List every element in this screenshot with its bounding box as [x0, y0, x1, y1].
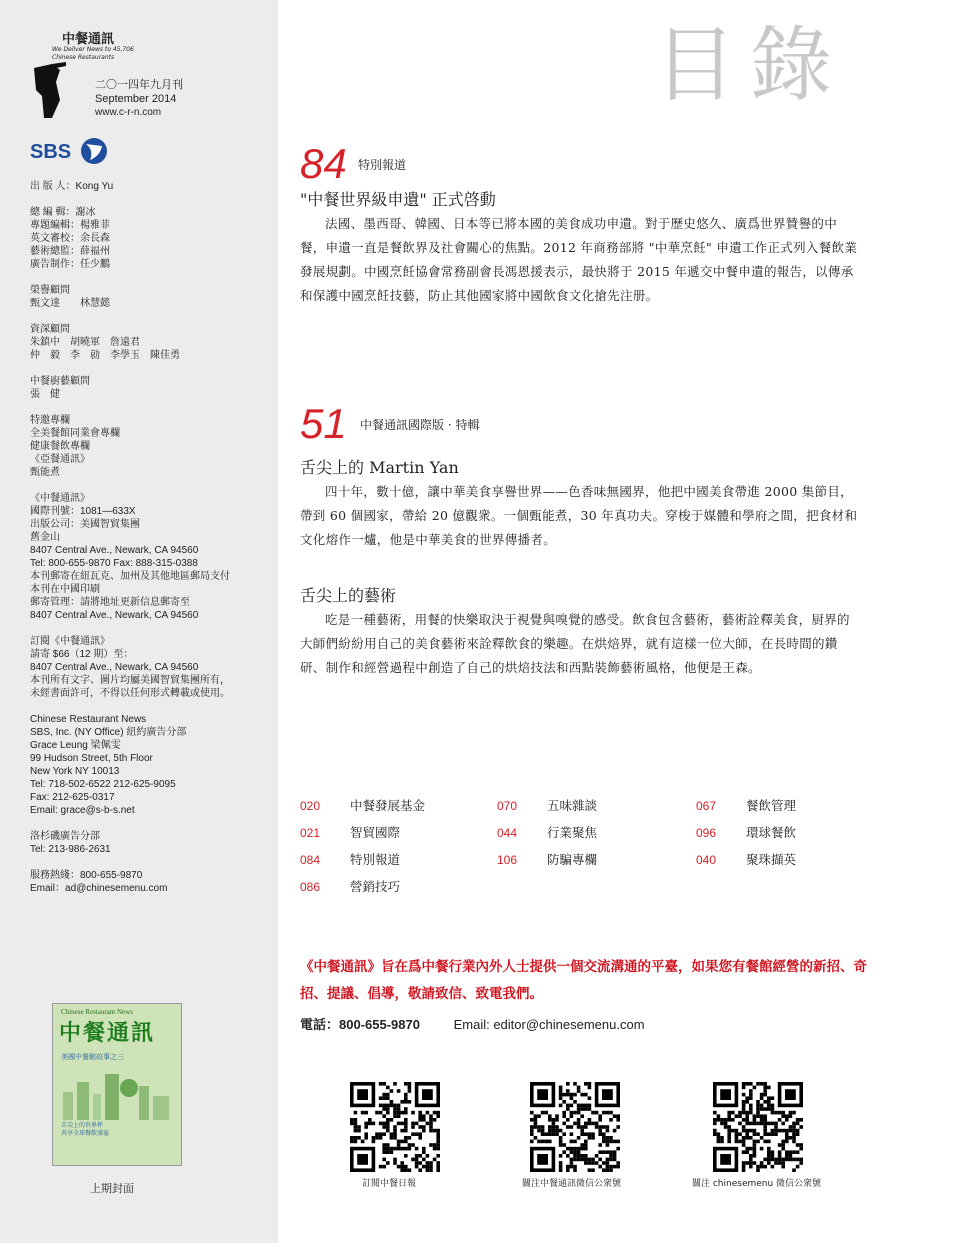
masthead-line: Grace Leung 梁佩雯 [30, 740, 121, 751]
article-title[interactable]: 舌尖上的藝術 [300, 586, 397, 605]
sbs-logo [30, 136, 116, 166]
masthead-block [30, 830, 270, 856]
masthead-line: Fax: 212-625-0317 [30, 792, 115, 803]
index-section-label: 中餐發展基金 [350, 798, 426, 813]
masthead-line: Tel: 213-986-2631 [30, 844, 111, 855]
masthead-line: 英文審校：余長森 [30, 233, 110, 244]
masthead-line: 請寄 $66（12 期）至： [30, 649, 134, 660]
index-section-label: 行業聚焦 [547, 825, 598, 840]
masthead-block [30, 635, 270, 700]
index-section-label: 智貿國際 [350, 825, 401, 840]
logo-tagline: We Deliver News to 45,706 [52, 46, 134, 53]
index-section-label: 特別報道 [350, 852, 401, 867]
masthead-line: 資深顧問 [30, 324, 70, 335]
masthead-block [30, 284, 270, 310]
masthead-line: 《亞餐通訊》 [30, 454, 90, 465]
masthead-line: Email: grace@s-b-s.net [30, 805, 135, 816]
cover-bottom-line-1: 舌尖上的世界杯 [61, 1122, 104, 1129]
masthead-line: 服務熱綫：800-655-9870 [30, 870, 143, 881]
index-section-label: 五味雜談 [547, 798, 598, 813]
masthead-line: 本刊郵寄在紐瓦克、加州及其他地區郵局支付 [30, 571, 230, 582]
article-summary: 法國、墨西哥、韓國、日本等已將本國的美食成功申遺。對于歷史悠久、廣爲世界贊譽的中餐，申遺一直是餐飲界及社會關心的焦點。2012 年商務部將 "中華烹飪" 申遺工作正式列入餐飲業發展規劃。中國烹飪協會常務副會長馮恩援表示，最快將于 2015 年遞交中餐申遺的報告，以傳承和保護中國烹飪技藝，防止其他國家將中國飲食文化搶先注册。 [300, 216, 858, 303]
feature-article-3[interactable] [300, 584, 860, 680]
cover-bottom-line-2: 共享全球餐飲盛宴 [61, 1130, 110, 1137]
index-item[interactable] [696, 850, 796, 868]
index-section-label: 環球餐飲 [746, 825, 797, 840]
page-title: 目錄 [654, 18, 847, 113]
qr-code-icon [350, 1082, 440, 1172]
masthead-line: Chinese Restaurant News [30, 714, 147, 725]
masthead-block [30, 713, 270, 817]
index-section-label: 防騙專欄 [547, 852, 598, 867]
qr-code-2[interactable] [530, 1082, 620, 1176]
masthead-line: 張 健 [30, 389, 60, 400]
index-section-label: 聚珠擷英 [746, 852, 797, 867]
masthead-line: 8407 Central Ave., Newark, CA 94560 [30, 545, 199, 556]
masthead-line: 舊金山 [30, 532, 60, 543]
masthead-line: 專題編輯：楊雅菲 [30, 220, 110, 231]
article-title[interactable]: "中餐世界級申遺" 正式啓動 [300, 190, 496, 209]
qr-label-3: 關注 chinesemenu 微信公衆號 [692, 1179, 822, 1189]
masthead-line: 榮譽顧問 [30, 285, 70, 296]
article-summary: 四十年，數十億，讓中華美食享譽世界——色香味無國界，他把中國美食帶進 2000 集節目，帶到 60 個國家，帶給 20 億觀衆。一個甄能煮，30 年真功夫。穿梭于媒體和學府之間，把食材和文化熔作一爐，他是中華美食的世界傳播者。 [300, 484, 858, 547]
masthead-line: 《中餐通訊》 [30, 493, 90, 504]
qr-label-2: 關注中餐通訊微信公衆號 [522, 1179, 622, 1189]
index-section-label: 餐飲管理 [746, 798, 797, 813]
masthead-line: SBS, Inc. (NY Office) 紐約廣告分部 [30, 727, 187, 738]
index-item[interactable] [497, 823, 597, 841]
index-page-number: 040 [696, 853, 717, 867]
masthead-line: 本刊所有文字、圖片均屬美國智貿集團所有， [30, 675, 230, 686]
contact-section [300, 954, 870, 1033]
sbs-logo-text: SBS [30, 141, 72, 163]
masthead-line: 未經書面許可，不得以任何形式轉載或使用。 [30, 688, 230, 699]
index-page-number: 020 [300, 799, 321, 813]
website-link[interactable]: www.c-r-n.com [95, 107, 162, 118]
email-address[interactable]: Email: editor@chinesemenu.com [453, 1017, 645, 1032]
issue-date-zh: 二〇一四年九月刊 [95, 79, 183, 91]
index-item[interactable] [300, 877, 400, 895]
qr-label-1: 訂閱中餐日報 [362, 1179, 417, 1189]
masthead-block [30, 492, 270, 622]
masthead-line: 甄文達 林慧懿 [30, 298, 110, 309]
cover-chinese-title: 中餐通訊 [59, 1020, 156, 1046]
index-item[interactable] [300, 823, 400, 841]
masthead-line: 甄能煮 [30, 467, 60, 478]
logo-title: 中餐通訊 [62, 32, 115, 47]
waiter-silhouette-icon [30, 60, 70, 120]
qr-code-icon [530, 1082, 620, 1172]
previous-cover-label: 上期封面 [90, 1182, 134, 1195]
masthead-line: New York NY 10013 [30, 766, 120, 777]
page-number: 84 [300, 140, 347, 187]
feature-article-1[interactable] [300, 140, 860, 308]
masthead-line: Tel: 800-655-9870 Fax: 888-315-0388 [30, 558, 198, 569]
masthead-line: 郵寄管理：請將地址更新信息郵寄至 [30, 597, 190, 608]
index-page-number: 021 [300, 826, 321, 840]
masthead-line: 出 版 人：Kong Yu [30, 181, 114, 192]
page-number: 51 [300, 400, 347, 447]
index-item[interactable] [696, 823, 796, 841]
logo-tagline-2: Chinese Restaurants [52, 54, 115, 61]
masthead-line: 8407 Central Ave., Newark, CA 94560 [30, 662, 199, 673]
masthead-block [30, 414, 270, 479]
cover-bottom-text [61, 1122, 109, 1138]
index-page-number: 084 [300, 853, 321, 867]
masthead-block [30, 206, 270, 271]
issue-info [95, 78, 183, 120]
qr-code-3[interactable] [713, 1082, 803, 1176]
index-page-number: 067 [696, 799, 717, 813]
masthead-line: 訂閱《中餐通訊》 [30, 636, 110, 647]
masthead-line: 99 Hudson Street, 5th Floor [30, 753, 153, 764]
qr-code-1[interactable] [350, 1082, 440, 1176]
masthead-line: 8407 Central Ave., Newark, CA 94560 [30, 610, 199, 621]
index-page-number: 086 [300, 880, 321, 894]
issue-date-en: September 2014 [95, 93, 177, 105]
previous-cover-image[interactable] [52, 1003, 182, 1166]
masthead-line: 全美餐館同業會專欄 [30, 428, 120, 439]
index-item[interactable] [300, 850, 400, 868]
index-item[interactable] [696, 796, 796, 814]
mission-statement: 《中餐通訊》旨在爲中餐行業內外人士提供一個交流溝通的平臺，如果您有餐館經營的新招、奇招、提議、倡導，敬請致信、致電我們。 [300, 959, 867, 1002]
article-summary: 吃是一種藝術，用餐的快樂取決于視覺與嗅覺的感受。飲食包含藝術，藝術詮釋美食，厨界的大師們紛紛用自己的美食藝術來詮釋飲食的樂趣。在烘焙界，就有這樣一位大師，在長時間的鑽研、制作和經營過程中創造了自己的烘焙技法和西點裝飾藝術風格，他便是王森。 [300, 612, 850, 675]
masthead-line: 藝術總監：薛福州 [30, 246, 110, 257]
masthead [30, 180, 270, 908]
section-category: 中餐通訊國際版 · 特輯 [360, 418, 480, 432]
masthead-line: 國際刊號：1081—633X [30, 506, 136, 517]
masthead-block [30, 323, 270, 362]
index-item[interactable] [300, 796, 425, 814]
index-page-number: 096 [696, 826, 717, 840]
index-section-label: 營銷技巧 [350, 879, 401, 894]
masthead-block [30, 375, 270, 401]
masthead-line: 本刊在中國印刷 [30, 584, 100, 595]
contact-line [300, 1014, 870, 1033]
sidebar [0, 0, 278, 1243]
masthead-line: 廣告制作：任少鵬 [30, 259, 110, 270]
index-item[interactable] [497, 796, 597, 814]
masthead-line: 洛杉磯廣告分部 [30, 831, 100, 842]
masthead-line: 朱鎮中 胡曉軍 詹遠君 [30, 337, 140, 348]
qr-code-icon [713, 1082, 803, 1172]
feature-article-2[interactable] [300, 400, 860, 552]
masthead-line: 中餐廚藝顧問 [30, 376, 90, 387]
article-title[interactable]: 舌尖上的 Martin Yan [300, 458, 459, 477]
masthead-line: 健康餐飲專欄 [30, 441, 90, 452]
cover-english-title: Chinese Restaurant News [61, 1008, 133, 1016]
phone-number[interactable]: 電話：800-655-9870 [300, 1017, 420, 1032]
masthead-line: 總 編 輯：謝冰 [30, 207, 96, 218]
section-category: 特別報道 [358, 158, 407, 172]
masthead-line: 仲 毅 李 勍 李學玉 陳佳勇 [30, 350, 180, 361]
city-skyline-icon [59, 1064, 175, 1120]
index-page-number: 070 [497, 799, 518, 813]
cover-headline: 美國中餐館故事之三 [61, 1053, 124, 1061]
masthead-line: Tel: 718-502-6522 212-625-9095 [30, 779, 176, 790]
masthead-line: 特邀專欄 [30, 415, 70, 426]
masthead-block [30, 869, 270, 895]
masthead-line: 出版公司：美國智貿集團 [30, 519, 140, 530]
index-page-number: 106 [497, 853, 518, 867]
index-item[interactable] [497, 850, 597, 868]
masthead-line: Email：ad@chinesemenu.com [30, 883, 168, 894]
index-page-number: 044 [497, 826, 518, 840]
masthead-block [30, 180, 270, 193]
